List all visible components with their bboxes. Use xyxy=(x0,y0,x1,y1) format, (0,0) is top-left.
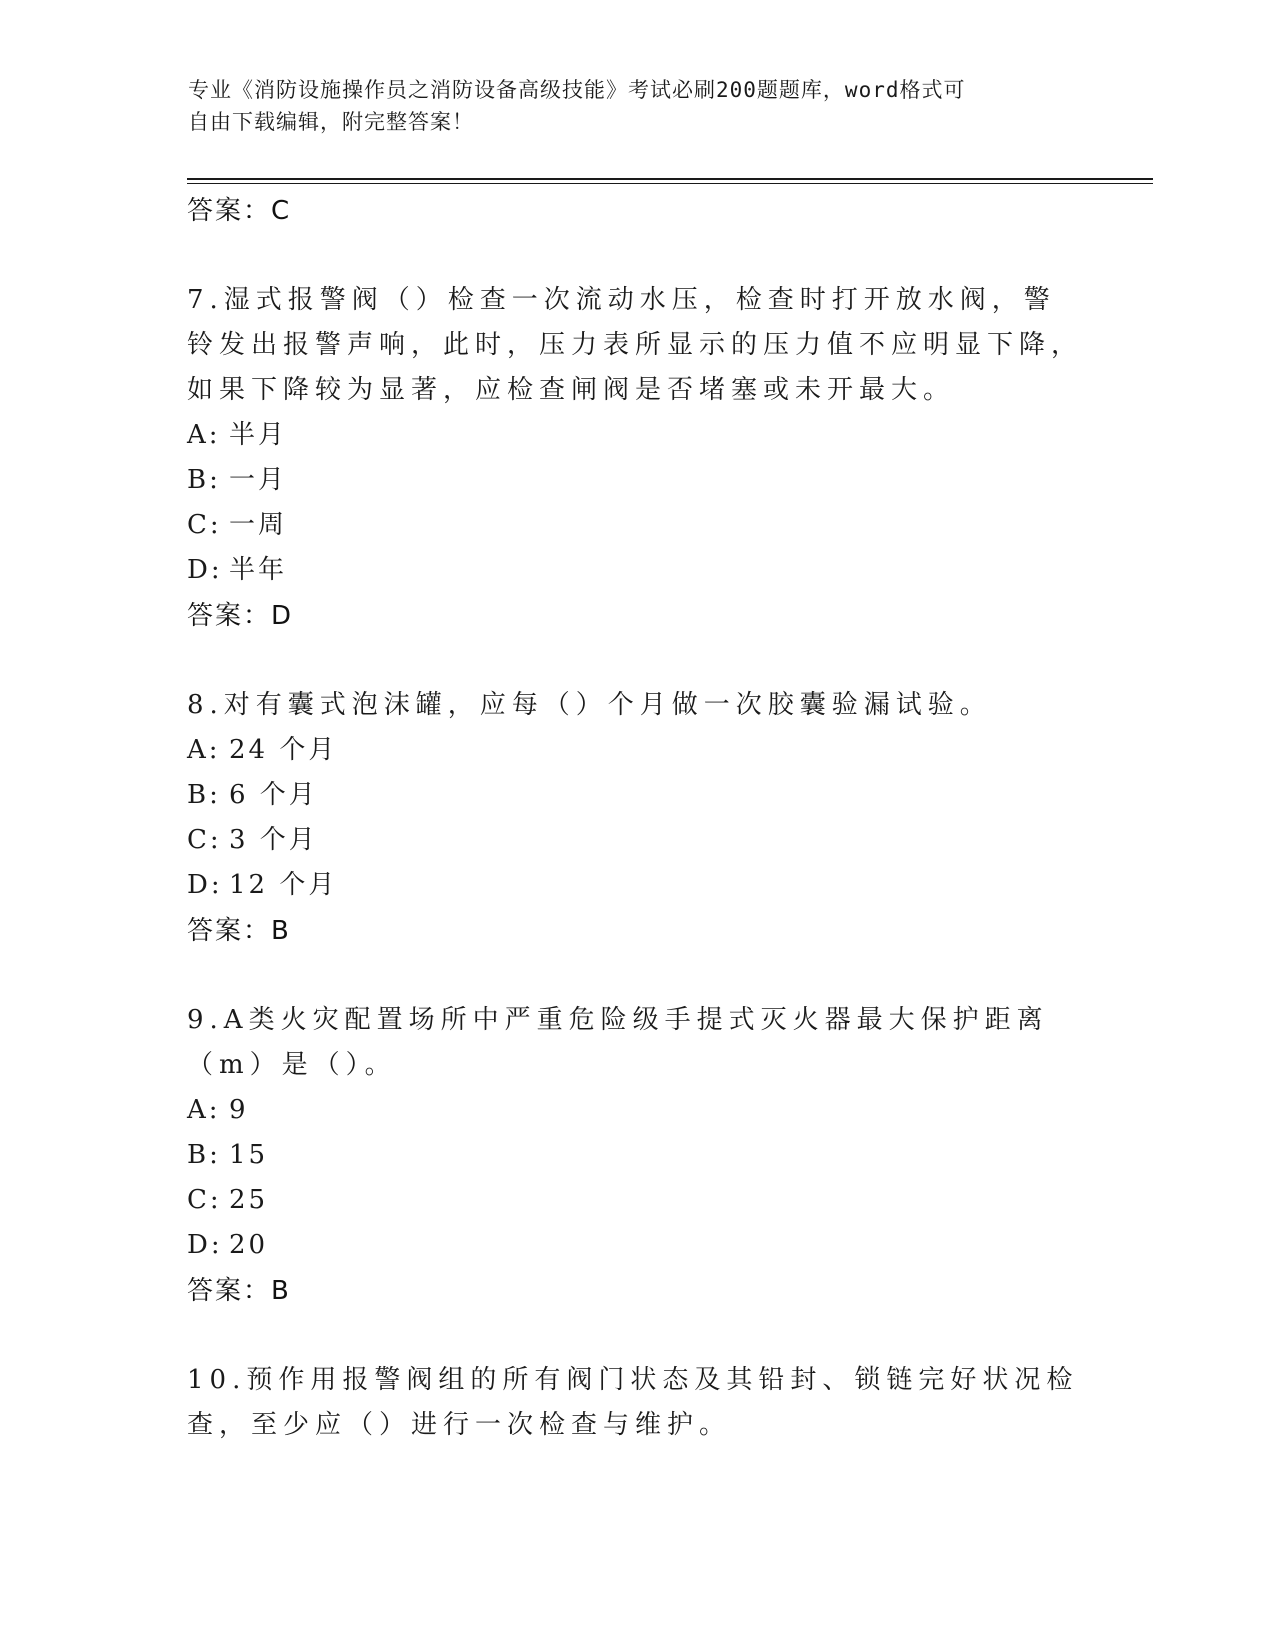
option-d xyxy=(187,1223,1087,1268)
question-9 xyxy=(187,998,1087,1314)
option-c xyxy=(187,503,1087,548)
option-label: C: xyxy=(187,1185,222,1215)
option-text: 半年 xyxy=(229,555,288,585)
option-text: 24 个月 xyxy=(229,735,338,765)
option-label: D: xyxy=(187,870,223,900)
question-text: 10.预作用报警阀组的所有阀门状态及其铅封、锁链完好状况检查，至少应（）进行一次检查与维护。 xyxy=(187,1365,1079,1440)
option-text: 一月 xyxy=(229,465,288,495)
option-text: 25 xyxy=(229,1185,269,1215)
option-text: 20 xyxy=(229,1230,269,1260)
option-a xyxy=(187,728,1087,773)
option-text: 15 xyxy=(229,1140,269,1170)
header-divider-thick xyxy=(187,178,1153,180)
option-d xyxy=(187,863,1087,908)
answer-line: 答案：B xyxy=(187,916,291,946)
option-label: C: xyxy=(187,510,222,540)
option-label: B: xyxy=(187,1140,221,1170)
option-label: A: xyxy=(187,420,221,450)
option-text: 12 个月 xyxy=(229,870,338,900)
option-label: B: xyxy=(187,780,221,810)
question-list xyxy=(187,188,1087,1448)
answer-line: 答案：D xyxy=(187,601,294,631)
option-b xyxy=(187,1133,1087,1178)
previous-answer: 答案：C xyxy=(187,196,292,226)
option-b xyxy=(187,773,1087,818)
option-text: 3 个月 xyxy=(229,825,318,855)
option-label: A: xyxy=(187,735,221,765)
option-label: D: xyxy=(187,555,223,585)
option-label: C: xyxy=(187,825,222,855)
option-d xyxy=(187,548,1087,593)
question-7 xyxy=(187,278,1087,639)
question-text: 8.对有囊式泡沫罐，应每（）个月做一次胶囊验漏试验。 xyxy=(187,690,992,720)
header-divider-thin xyxy=(187,183,1153,184)
option-text: 半月 xyxy=(229,420,288,450)
option-b xyxy=(187,458,1087,503)
option-text: 9 xyxy=(229,1095,249,1125)
option-text: 6 个月 xyxy=(229,780,318,810)
option-c xyxy=(187,818,1087,863)
document-header xyxy=(188,74,1068,138)
option-c xyxy=(187,1178,1087,1223)
option-label: D: xyxy=(187,1230,223,1260)
question-8 xyxy=(187,683,1087,954)
option-a xyxy=(187,1088,1087,1133)
option-label: B: xyxy=(187,465,221,495)
header-line-1: 专业《消防设施操作员之消防设备高级技能》考试必刷200题题库，word格式可 xyxy=(188,78,966,102)
question-text: 9.A类火灾配置场所中严重危险级手提式灭火器最大保护距离（m）是（）。 xyxy=(187,1005,1049,1080)
option-a xyxy=(187,413,1087,458)
option-label: A: xyxy=(187,1095,221,1125)
option-text: 一周 xyxy=(229,510,288,540)
header-line-2: 自由下载编辑，附完整答案！ xyxy=(188,110,474,134)
question-10 xyxy=(187,1358,1087,1448)
question-text: 7.湿式报警阀（）检查一次流动水压，检查时打开放水阀，警铃发出报警声响，此时，压力表所显示的压力值不应明显下降，如果下降较为显著，应检查闸阀是否堵塞或未开最大。 xyxy=(187,285,1084,405)
answer-line: 答案：B xyxy=(187,1276,291,1306)
